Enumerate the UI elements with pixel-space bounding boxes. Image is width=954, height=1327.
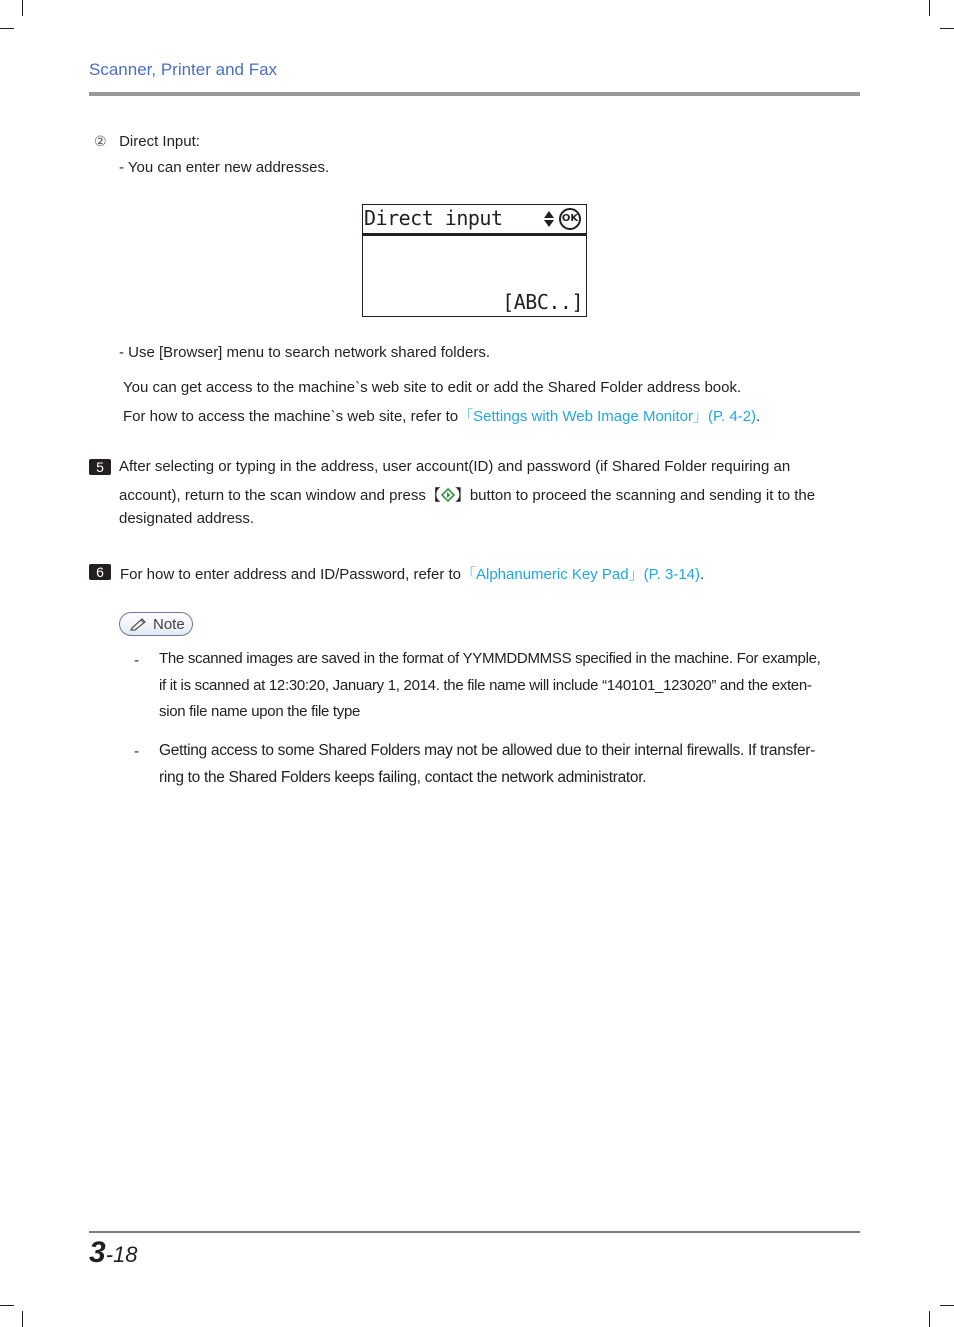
reference-suffix: . xyxy=(756,408,761,425)
step-6-line xyxy=(120,563,704,584)
direct-input-heading xyxy=(94,133,200,150)
ok-icon: OK xyxy=(559,208,581,230)
note-2-line-1: Getting access to some Shared Folders may not be allowed due to their internal firewalls. If transfer- xyxy=(159,742,816,759)
direct-input-label: Direct Input: xyxy=(119,133,200,150)
note-item-1 xyxy=(159,646,859,726)
up-down-arrows-icon xyxy=(543,209,555,229)
step-5-line-3: designated address. xyxy=(119,510,255,527)
note-1-line-1: The scanned images are saved in the format of YYMMDDMMSS specified in the machine. For example, xyxy=(159,650,821,667)
crop-mark xyxy=(929,1311,930,1327)
note-1-line-2: if it is scanned at 12:30:20, January 1, 2014. the file name will include “140101_123020” and the exten- xyxy=(159,676,812,694)
footer-rule xyxy=(89,1231,860,1233)
crop-mark xyxy=(22,1311,23,1327)
crop-mark xyxy=(940,1305,954,1306)
crop-mark xyxy=(0,1305,14,1306)
step-5-text: account), return to the scan window and press【 xyxy=(119,487,441,504)
step-5-text-end: 】button to proceed the scanning and sending it to the xyxy=(454,487,816,504)
step-5-line-2 xyxy=(119,484,815,505)
bullet-new-addresses: - You can enter new addresses. xyxy=(119,159,330,176)
alphanumeric-keypad-link[interactable]: 「Alphanumeric Key Pad」(P. 3-14) xyxy=(461,566,701,583)
page-sub: -18 xyxy=(105,1242,138,1267)
step-6-badge: 6 xyxy=(89,564,111,580)
lcd-input-mode: [ABC..] xyxy=(502,290,583,314)
note-1-dash: - xyxy=(134,652,139,669)
header-rule xyxy=(89,92,860,96)
step-6-suffix: . xyxy=(700,566,705,583)
step-5-line-1: After selecting or typing in the address, user account(ID) and password (if Shared Folder requiring an xyxy=(119,458,791,475)
web-site-reference xyxy=(123,405,760,426)
lcd-divider xyxy=(363,233,586,236)
start-key-icon xyxy=(441,488,455,502)
crop-mark xyxy=(0,28,14,29)
note-2-line-2: ring to the Shared Folders keeps failing, contact the network administrator. xyxy=(159,768,647,786)
web-site-paragraph: You can get access to the machine`s web site to edit or add the Shared Folder address book. xyxy=(123,379,742,396)
lcd-title: Direct input xyxy=(364,206,503,230)
note-item-2 xyxy=(159,738,859,791)
crop-mark xyxy=(22,0,23,16)
crop-mark xyxy=(940,28,954,29)
web-image-monitor-link[interactable]: 「Settings with Web Image Monitor」(P. 4-2) xyxy=(458,408,757,425)
note-badge xyxy=(119,612,193,636)
step-5-badge: 5 xyxy=(89,459,111,475)
note-2-dash: - xyxy=(134,743,139,760)
lcd-screen xyxy=(362,204,587,317)
bullet-browser: - Use [Browser] menu to search network shared folders. xyxy=(119,344,490,361)
crop-mark xyxy=(929,0,930,16)
page-chapter: 3 xyxy=(89,1236,106,1269)
step-6-text: For how to enter address and ID/Password, refer to xyxy=(120,566,461,583)
reference-text: For how to access the machine`s web site, refer to xyxy=(123,408,459,425)
header-title: Scanner, Printer and Fax xyxy=(89,60,278,79)
note-label: Note xyxy=(153,616,185,633)
pencil-icon xyxy=(129,617,149,631)
page-number xyxy=(89,1236,137,1270)
note-1-line-3: sion file name upon the file type xyxy=(159,703,361,720)
item-number: ② xyxy=(94,133,107,149)
